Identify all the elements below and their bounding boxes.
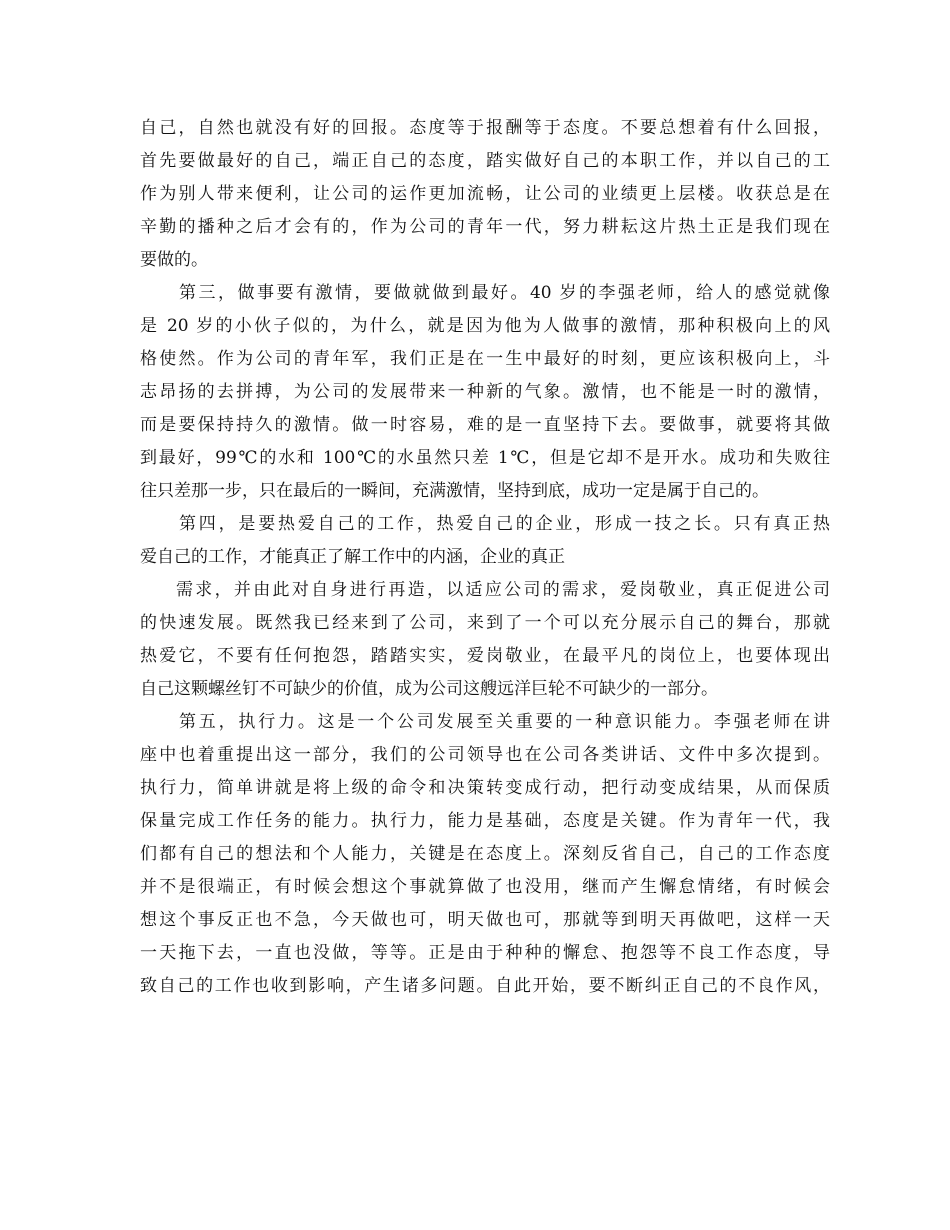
text-line: 并不是很端正，有时候会想这个事就算做了也没用，继而产生懈怠情绪，有时候会: [140, 877, 830, 897]
text-line: 要做的。: [140, 250, 208, 270]
text-line: 一天拖下去，一直也没做，等等。正是由于种种的懈怠、抱怨等不良工作态度，导: [140, 943, 830, 963]
text-line: 自己，自然也就没有好的回报。态度等于报酬等于态度。不要总想着有什么回报，: [140, 118, 830, 138]
text-line: 座中也着重提出这一部分，我们的公司领导也在公司各类讲话、文件中多次提到。: [140, 745, 830, 765]
text-line: 保量完成工作任务的能力。执行力，能力是基础，态度是关键。作为青年一代，我: [140, 811, 830, 831]
text-line: 执行力，简单讲就是将上级的命令和决策转变成行动，把行动变成结果，从而保质: [140, 778, 830, 798]
text-line: 志昂扬的去拼搏，为公司的发展带来一种新的气象。激情，也不能是一时的激情，: [140, 382, 830, 402]
text-line: 作为别人带来便利，让公司的运作更加流畅，让公司的业绩更上层楼。收获总是在: [140, 184, 830, 204]
body-text: [140, 112, 830, 1003]
text-line: 的快速发展。既然我已经来到了公司，来到了一个可以充分展示自己的舞台，那就: [140, 613, 830, 633]
text-line: 热爱它，不要有任何抱怨，踏踏实实，爱岗敬业，在最平凡的岗位上，也要体现出: [140, 646, 830, 666]
text-line: 是 20 岁的小伙子似的，为什么，就是因为他为人做事的激情，那种积极向上的风: [140, 316, 830, 336]
text-line: 首先要做最好的自己，端正自己的态度，踏实做好自己的本职工作，并以自己的工: [140, 151, 830, 171]
text-line: 辛勤的播种之后才会有的，作为公司的青年一代，努力耕耘这片热土正是我们现在: [140, 217, 830, 237]
text-line: 到最好，99℃的水和 100℃的水虽然只差 1℃，但是它却不是开水。成功和失败往: [140, 448, 830, 468]
text-line: 而是要保持持久的激情。做一时容易，难的是一直坚持下去。要做事，就要将其做: [140, 415, 830, 435]
paragraph-start-line: 第四，是要热爱自己的工作，热爱自己的企业，形成一技之长。只有真正热: [179, 514, 830, 534]
text-line: 往只差那一步，只在最后的一瞬间，充满激情，坚持到底，成功一定是属于自己的。: [140, 481, 769, 501]
text-line: 们都有自己的想法和个人能力，关键是在态度上。深刻反省自己，自己的工作态度: [140, 844, 830, 864]
paragraph-start-line: 需求，并由此对自身进行再造，以适应公司的需求，爱岗敬业，真正促进公司: [176, 580, 830, 600]
text-line: 致自己的工作也收到影响，产生诸多问题。自此开始，要不断纠正自己的不良作风，: [140, 976, 830, 996]
text-line: 爱自己的工作，才能真正了解工作中的内涵，企业的真正: [140, 547, 565, 567]
paragraph-start-line: 第五，执行力。这是一个公司发展至关重要的一种意识能力。李强老师在讲: [179, 712, 830, 732]
text-line: 想这个事反正也不急，今天做也可，明天做也可，那就等到明天再做吧，这样一天: [140, 910, 830, 930]
text-line: 格使然。作为公司的青年军，我们正是在一生中最好的时刻，更应该积极向上，斗: [140, 349, 830, 369]
paragraph-start-line: 第三，做事要有激情，要做就做到最好。40 岁的李强老师，给人的感觉就像: [179, 283, 830, 303]
text-line: 自己这颗螺丝钉不可缺少的价值，成为公司这艘远洋巨轮不可缺少的一部分。: [140, 679, 718, 699]
